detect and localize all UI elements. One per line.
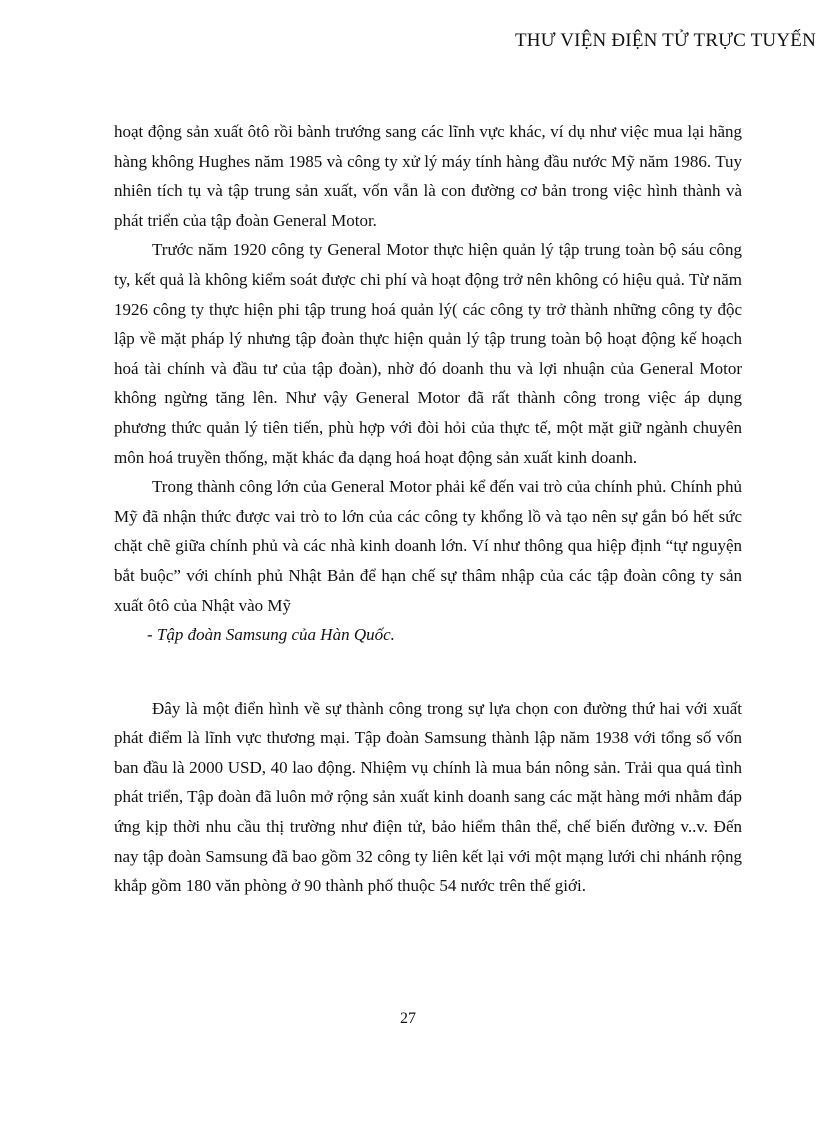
- library-header: THƯ VIỆN ĐIỆN TỬ TRỰC TUYẾN: [514, 30, 816, 51]
- paragraph-samsung: Đây là một điển hình về sự thành công trong sự lựa chọn con đường thứ hai với xuất phát điểm là lĩnh vực thương mại. Tập đoàn Samsung thành lập năm 1938 với tổng số vốn ban đầu là 2000 USD, 40 lao động. Nhiệm vụ chính là mua bán nông sản. Trải qua quá tình phát triển, Tập đoàn đã luôn mở rộng sản xuất kinh doanh sang các mặt hàng mới nhằm đáp ứng kịp thời nhu cầu thị trường như điện tử, bảo hiểm thân thể, chế biến đường v..v. Đến nay tập đoàn Samsung đã bao gồm 32 công ty liên kết lại với một mạng lưới chi nhánh rộng khắp gồm 180 văn phòng ở 90 thành phố thuộc 54 nước trên thế giới.: [114, 698, 742, 896]
- page-body: [114, 117, 742, 901]
- page-number: 27: [400, 1010, 416, 1027]
- section-spacer: [114, 650, 742, 694]
- paragraph-gm-government: Trong thành công lớn của General Motor phải kể đến vai trò của chính phủ. Chính phủ Mỹ đã nhận thức được vai trò to lớn của các công ty khổng lồ và tạo nên sự gắn bó hết sức chặt chẽ giữa chính phủ và các nhà kinh doanh lớn. Ví như thông qua hiệp định “tự nguyện bắt buộc” với chính phủ Nhật Bản để hạn chế sự thâm nhập của các tập đoàn công ty sản xuất ôtô của Nhật vào Mỹ: [114, 477, 742, 615]
- samsung-subheading: - Tập đoàn Samsung của Hàn Quốc.: [147, 625, 395, 645]
- paragraph-gm-expansion: hoạt động sản xuất ôtô rồi bành trướng sang các lĩnh vực khác, ví dụ như việc mua lại hãng hàng không Hughes năm 1985 và công ty xử lý máy tính hàng đầu nước Mỹ năm 1986. Tuy nhiên tích tụ và tập trung sản xuất, vốn vẫn là con đường cơ bản trong việc hình thành và phát triển của tập đoàn General Motor.: [114, 122, 742, 230]
- paragraph-gm-management: Trước năm 1920 công ty General Motor thực hiện quản lý tập trung toàn bộ sáu công ty, kết quả là không kiểm soát được chi phí và hoạt động trở nên không có hiệu quả. Từ năm 1926 công ty thực hiện phi tập trung hoá quản lý( các công ty trở thành những công ty độc lập về mặt pháp lý nhưng tập đoàn thực hiện quản lý tập trung toàn bộ hoạt động kế hoạch hoá tài chính và đầu tư của tập đoàn), nhờ đó doanh thu và lợi nhuận của General Motor không ngừng tăng lên. Như vậy General Motor đã rất thành công trong việc áp dụng phương thức quản lý tiên tiến, phù hợp với đòi hỏi của thực tế, một mặt giữ ngành chuyên môn hoá truyền thống, mặt khác đa dạng hoá hoạt động sản xuất kinh doanh.: [114, 240, 742, 467]
